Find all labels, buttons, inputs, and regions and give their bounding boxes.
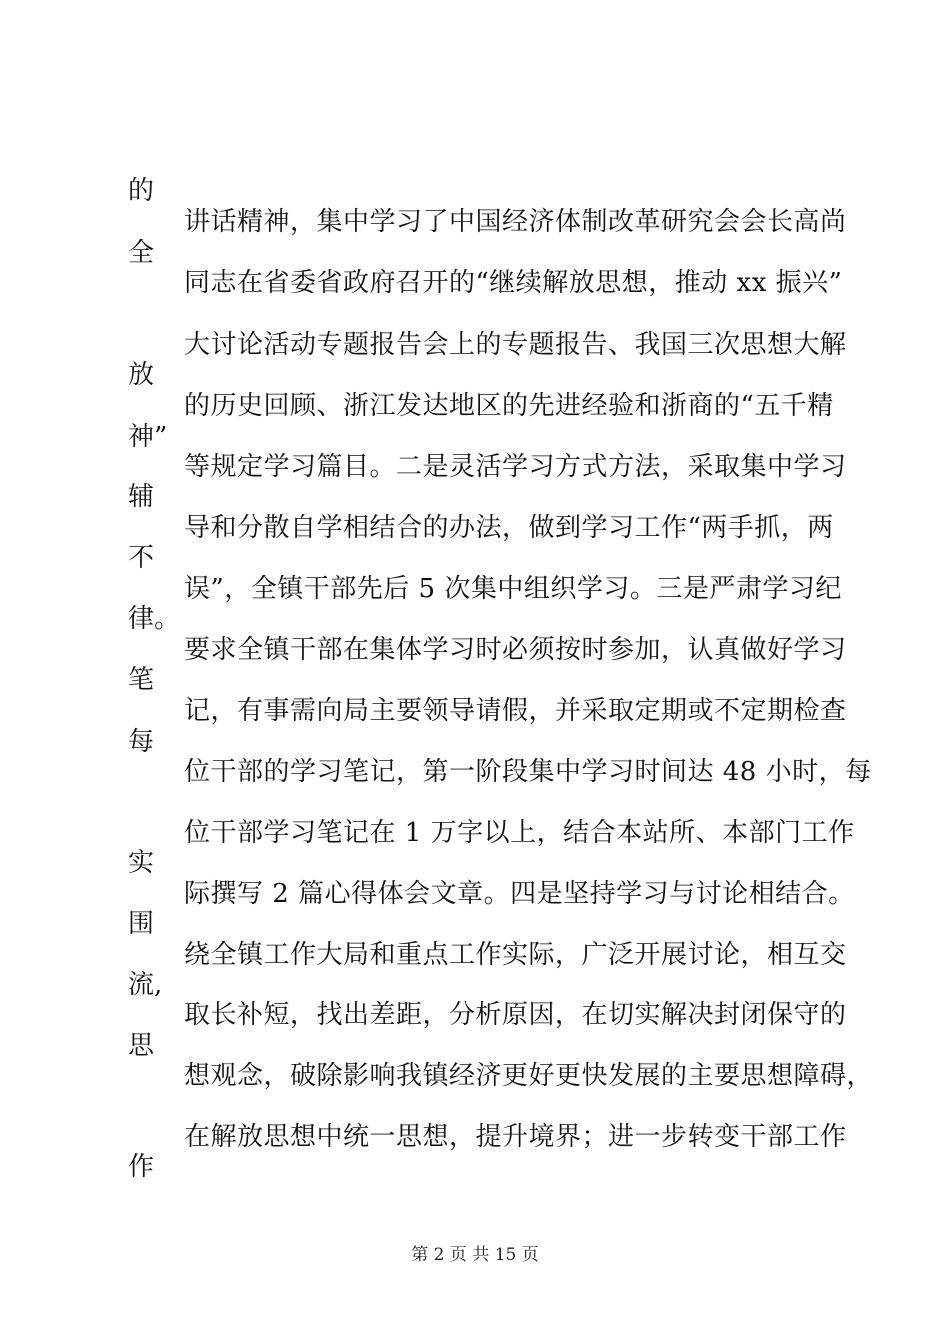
margin-char: 的 xyxy=(128,176,155,206)
margin-char: 围 xyxy=(128,909,155,939)
margin-char: 笔 xyxy=(128,665,155,695)
margin-char: 流, xyxy=(128,970,163,1000)
margin-char: 实 xyxy=(128,848,155,878)
body-line: 导和分散自学相结合的办法，做到学习工作“两手抓，两 xyxy=(184,513,834,543)
body-line: 要求全镇干部在集体学习时必须按时参加，认真做好学习 xyxy=(184,635,847,665)
margin-char: 不 xyxy=(128,543,155,573)
margin-char: 思 xyxy=(128,1031,155,1061)
body-line: 际撰写 2 篇心得体会文章。四是坚持学习与讨论相结合。 xyxy=(184,879,855,909)
margin-char: 作 xyxy=(128,1152,155,1182)
body-line: 绕全镇工作大局和重点工作实际，广泛开展讨论，相互交 xyxy=(184,940,847,970)
body-line: 位干部学习笔记在 1 万字以上，结合本站所、本部门工作 xyxy=(184,818,855,848)
margin-char: 辅 xyxy=(128,482,155,512)
body-line: 同志在省委省政府召开的“继续解放思想，推动 xx 振兴” xyxy=(184,268,843,298)
body-line: 大讨论活动专题报告会上的专题报告、我国三次思想大解 xyxy=(184,330,847,360)
body-line: 在解放思想中统一思想，提升境界；进一步转变干部工作 xyxy=(184,1122,847,1152)
body-line: 想观念，破除影响我镇经济更好更快发展的主要思想障碍， xyxy=(184,1061,874,1091)
body-line: 误”，全镇干部先后 5 次集中组织学习。三是严肃学习纪 xyxy=(184,574,842,604)
margin-char: 律。 xyxy=(128,604,181,634)
margin-char: 放 xyxy=(128,360,155,390)
body-line: 讲话精神，集中学习了中国经济体制改革研究会会长高尚 xyxy=(184,207,847,237)
margin-char: 神” xyxy=(128,422,168,452)
body-line: 等规定学习篇目。二是灵活学习方式方法，采取集中学习 xyxy=(184,452,847,482)
body-line: 记，有事需向局主要领导请假，并采取定期或不定期检查 xyxy=(184,696,847,726)
page-number-footer: 第 2 页 共 15 页 xyxy=(411,1245,539,1265)
body-line: 位干部的学习笔记，第一阶段集中学习时间达 48 小时，每 xyxy=(184,757,872,787)
body-line: 的历史回顾、浙江发达地区的先进经验和浙商的“五千精 xyxy=(184,391,834,421)
margin-char: 每 xyxy=(128,727,155,757)
body-line: 取长补短，找出差距，分析原因，在切实解决封闭保守的 xyxy=(184,1000,847,1030)
margin-char: 全 xyxy=(128,238,155,268)
